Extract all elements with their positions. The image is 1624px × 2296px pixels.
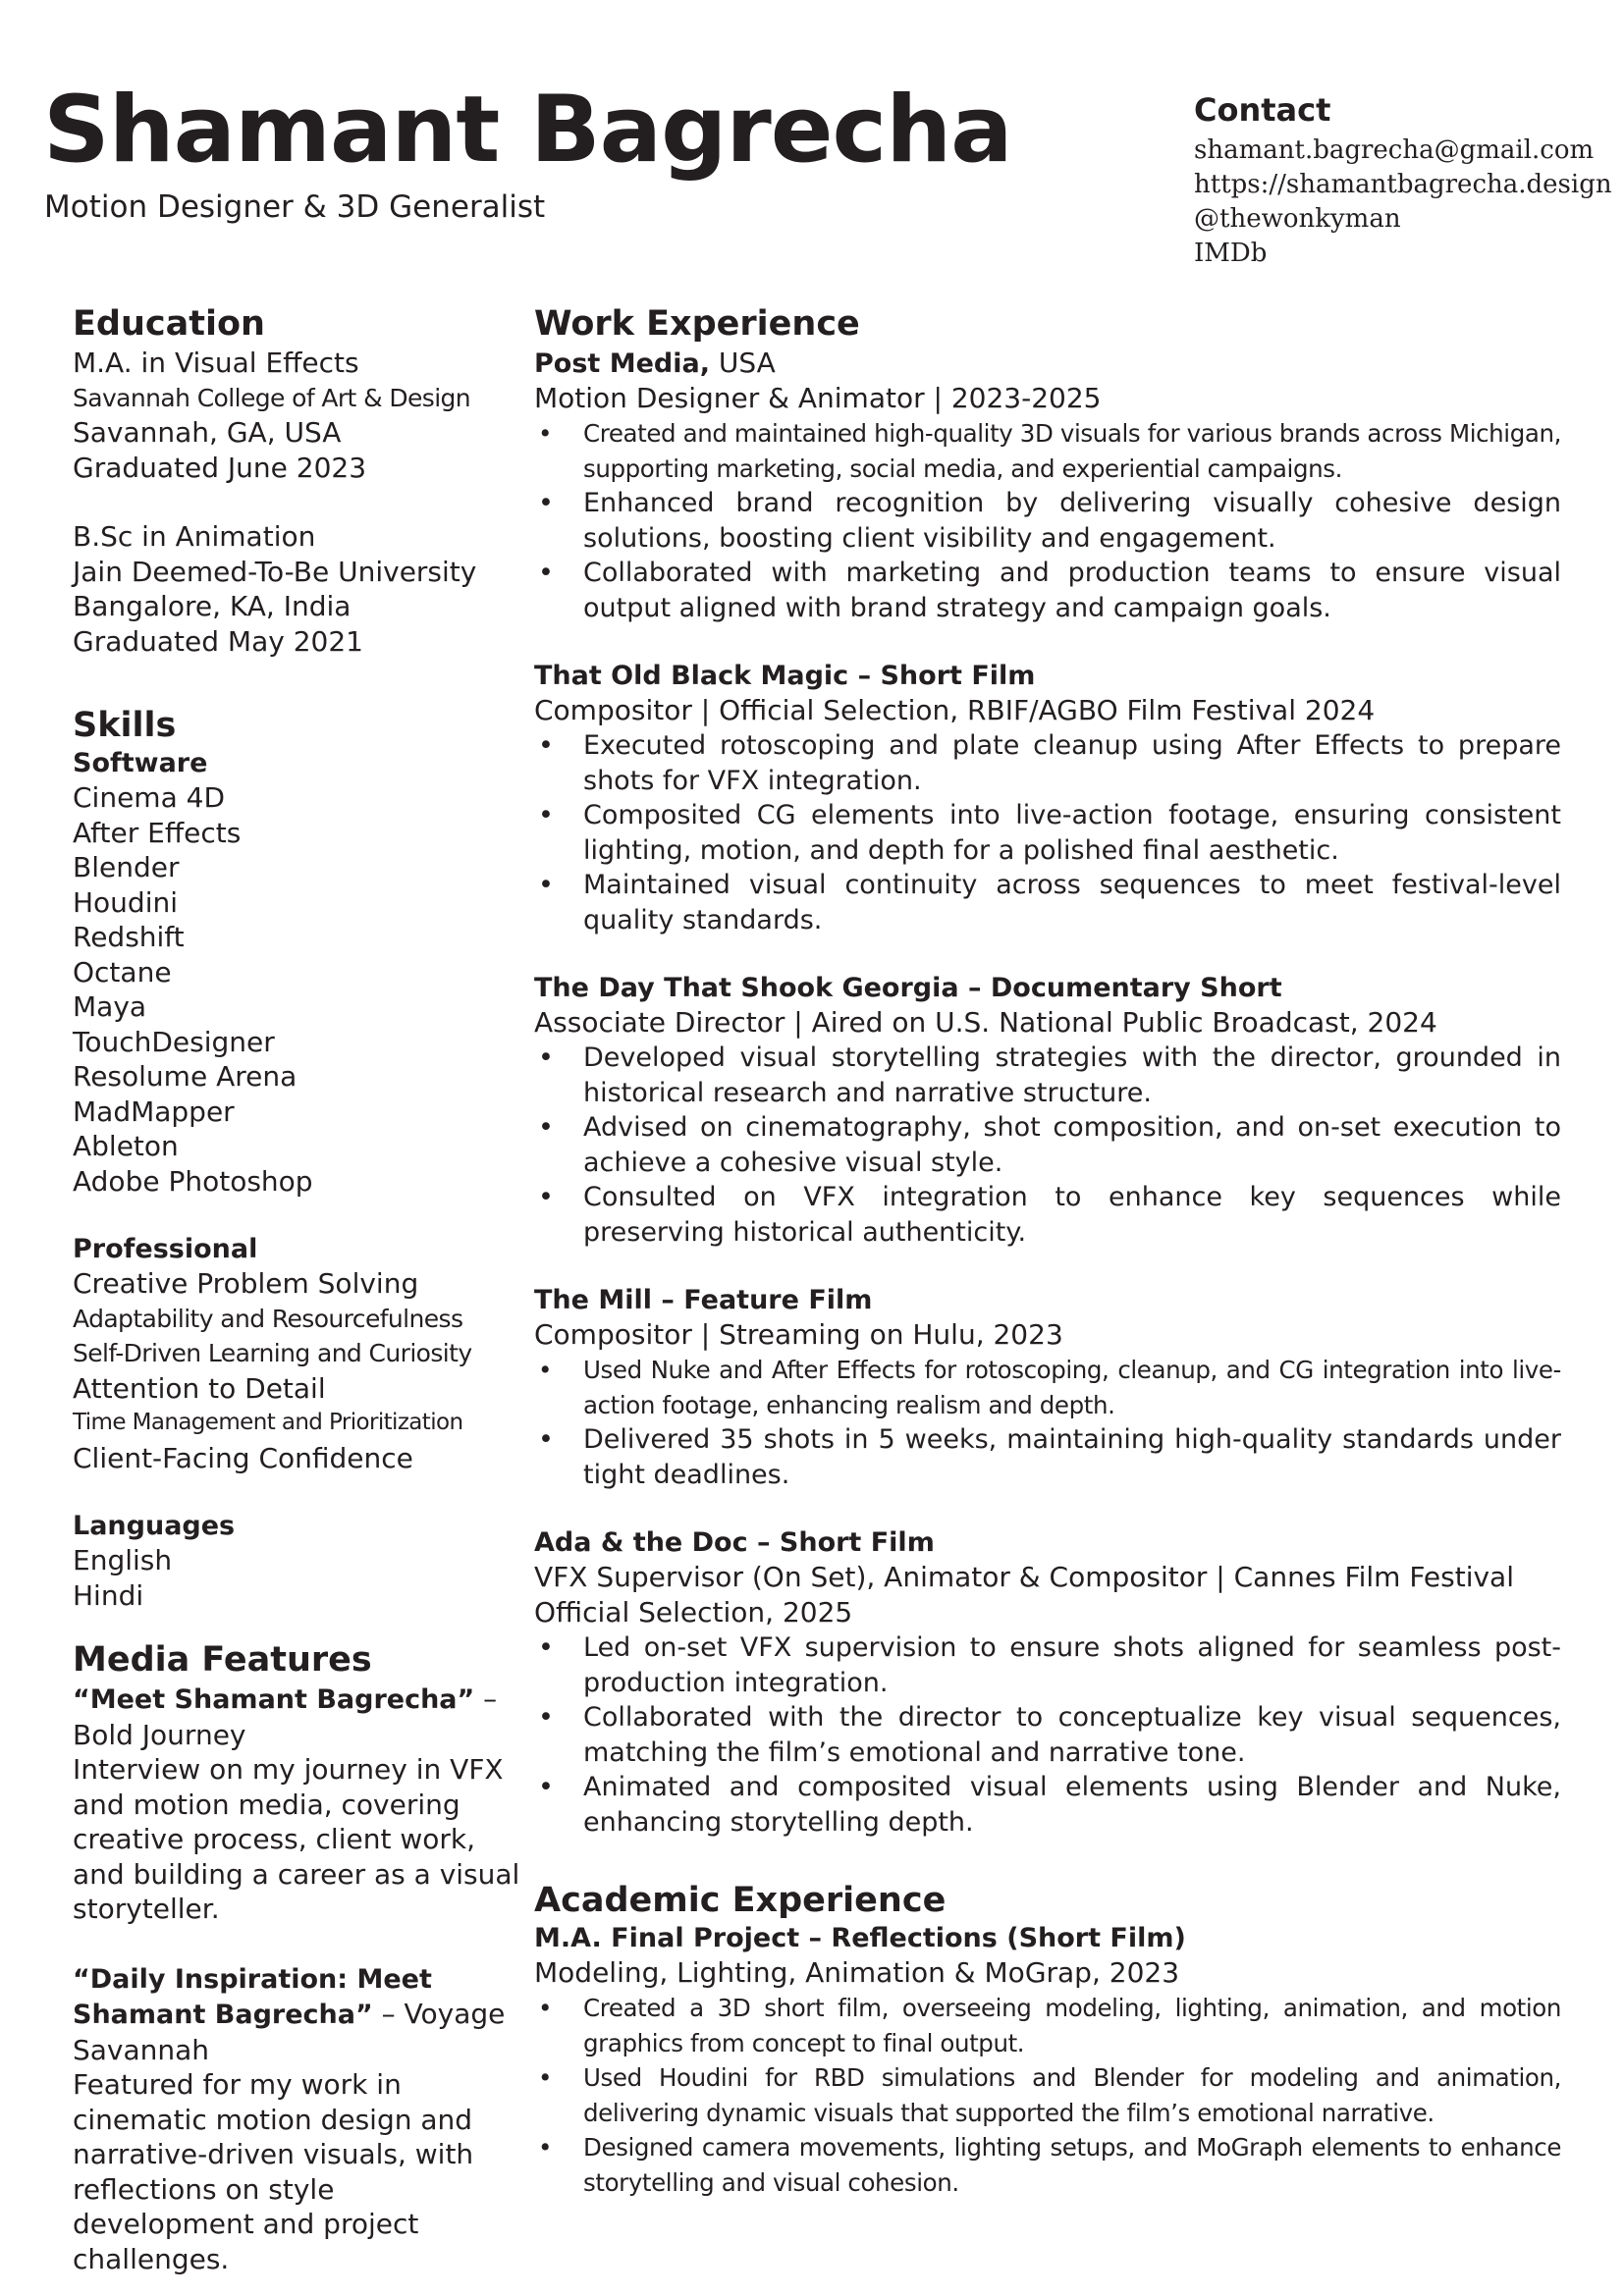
education-heading: Education xyxy=(73,304,265,344)
candidate-name: Shamant Bagrecha xyxy=(43,77,1012,184)
job-bullet: • Enhanced brand recognition by delivering visually cohesive design solutions, boosting client visibility and engagement. xyxy=(534,486,1561,556)
job-role: Associate Director | Aired on U.S. National Public Broadcast, 2024 xyxy=(534,1006,1437,1039)
skill-item: Blender xyxy=(73,851,180,883)
degree: B.Sc in Animation xyxy=(73,520,316,553)
project-role: Modeling, Lighting, Animation & MoGrap, 2023 xyxy=(534,1956,1180,1989)
skill-item: Self-Driven Learning and Curiosity xyxy=(73,1339,472,1367)
skill-item: Redshift xyxy=(73,921,185,953)
job-bullet: • Animated and composited visual elements using Blender and Nuke, enhancing storytelling depth. xyxy=(534,1770,1561,1840)
work-heading: Work Experience xyxy=(534,304,860,344)
job-title: Post Media, xyxy=(534,348,710,379)
project-bullet: • Used Houdini for RBD simulations and Blender for modeling and animation, delivering dynamic visuals that supported the film’s emotional narrative. xyxy=(534,2060,1561,2130)
job-bullet: • Consulted on VFX integration to enhance key sequences while preserving historical authenticity. xyxy=(534,1180,1561,1250)
media-source: – Bold Journey xyxy=(73,1682,498,1751)
software-heading: Software xyxy=(73,748,208,778)
skill-item: Octane xyxy=(73,955,172,988)
contact-email[interactable]: shamant.bagrecha@gmail.com xyxy=(1194,135,1595,165)
skill-item: Adaptability and Resourcefulness xyxy=(73,1304,463,1333)
job-bullet: • Led on-set VFX supervision to ensure shots aligned for seamless post-production integration. xyxy=(534,1630,1561,1700)
contact-website[interactable]: https://shamantbagrecha.design xyxy=(1194,170,1612,199)
media-heading: Media Features xyxy=(73,1640,372,1680)
contact-handle[interactable]: @thewonkyman xyxy=(1194,204,1401,234)
graduation-date: Graduated May 2021 xyxy=(73,624,363,658)
job-title: The Day That Shook Georgia – Documentary Short xyxy=(534,973,1282,1003)
skill-item: Adobe Photoshop xyxy=(73,1164,313,1198)
education-entry xyxy=(73,346,524,485)
media-title[interactable]: “Daily Inspiration: Meet Shamant Bagrecha” xyxy=(73,1963,432,2030)
job-title: That Old Black Magic – Short Film xyxy=(534,661,1036,691)
media-item xyxy=(73,1682,524,1927)
job-entry xyxy=(534,972,1561,1250)
school: Jain Deemed-To-Be University xyxy=(73,555,477,588)
skill-item: MadMapper xyxy=(73,1095,235,1128)
language-item: English xyxy=(73,1544,173,1576)
skill-item: Creative Problem Solving xyxy=(73,1267,419,1300)
school-location: Bangalore, KA, India xyxy=(73,590,352,622)
professional-heading: Professional xyxy=(73,1234,258,1264)
media-item xyxy=(73,1961,524,2277)
language-item: Hindi xyxy=(73,1578,144,1612)
media-title[interactable]: “Meet Shamant Bagrecha” xyxy=(73,1684,475,1715)
job-bullet: • Used Nuke and After Effects for rotoscoping, cleanup, and CG integration into live-action footage, enhancing realism and depth. xyxy=(534,1353,1561,1422)
job-title: The Mill – Feature Film xyxy=(534,1285,873,1315)
job-bullet: • Maintained visual continuity across sequences to meet festival-level quality standards. xyxy=(534,868,1561,937)
job-role: Compositor | Streaming on Hulu, 2023 xyxy=(534,1318,1063,1351)
software-list xyxy=(73,780,524,1199)
job-bullet: • Collaborated with marketing and production teams to ensure visual output aligned with brand strategy and campaign goals. xyxy=(534,556,1561,625)
candidate-title: Motion Designer & 3D Generalist xyxy=(44,189,546,225)
skill-item: TouchDesigner xyxy=(73,1025,275,1058)
job-title: Ada & the Doc – Short Film xyxy=(534,1527,935,1558)
job-bullet: • Composited CG elements into live-action footage, ensuring consistent lighting, motion, and depth for a polished final aesthetic. xyxy=(534,798,1561,868)
job-entry xyxy=(534,1526,1561,1840)
job-role: Compositor | Official Selection, RBIF/AGBO Film Festival 2024 xyxy=(534,694,1376,726)
job-bullet: • Advised on cinematography, shot composition, and on-set execution to achieve a cohesive visual style. xyxy=(534,1110,1561,1180)
job-location: USA xyxy=(709,347,776,379)
professional-list xyxy=(73,1266,524,1475)
job-entry xyxy=(534,346,1561,625)
school-location: Savannah, GA, USA xyxy=(73,416,342,449)
media-description: Featured for my work in cinematic motion design and narrative-driven visuals, with reflections on style development and project challenges. xyxy=(73,2068,474,2275)
skill-item: Attention to Detail xyxy=(73,1371,326,1405)
right-column xyxy=(534,302,1561,2200)
job-role: VFX Supervisor (On Set), Animator & Compositor | Cannes Film Festival Official Selection, 2025 xyxy=(534,1561,1514,1629)
media-description: Interview on my journey in VFX and motion media, covering creative process, client work, and building a career as a visual storyteller. xyxy=(73,1753,520,1925)
media-source: – Voyage Savannah xyxy=(73,1998,506,2066)
academic-entry xyxy=(534,1922,1561,2200)
skill-item: After Effects xyxy=(73,816,242,849)
project-title: M.A. Final Project – Reflections (Short Film) xyxy=(534,1923,1186,1953)
contact-block xyxy=(1194,91,1612,271)
job-bullet: • Executed rotoscoping and plate cleanup using After Effects to prepare shots for VFX integration. xyxy=(534,728,1561,798)
academic-heading: Academic Experience xyxy=(534,1881,947,1920)
skill-item: Maya xyxy=(73,990,147,1023)
skill-item: Resolume Arena xyxy=(73,1060,298,1093)
skill-item: Client-Facing Confidence xyxy=(73,1441,413,1474)
left-column xyxy=(73,302,524,2276)
education-entry xyxy=(73,519,524,659)
skill-item: Cinema 4D xyxy=(73,781,226,814)
job-bullet: • Developed visual storytelling strategies with the director, grounded in historical research and narrative structure. xyxy=(534,1041,1561,1110)
job-entry xyxy=(534,660,1561,937)
contact-heading: Contact xyxy=(1194,91,1331,129)
skill-item: Ableton xyxy=(73,1130,179,1162)
skill-item: Time Management and Prioritization xyxy=(73,1410,463,1435)
languages-heading: Languages xyxy=(73,1511,236,1541)
graduation-date: Graduated June 2023 xyxy=(73,451,367,484)
skill-item: Houdini xyxy=(73,885,179,919)
degree: M.A. in Visual Effects xyxy=(73,347,359,379)
project-bullet: • Designed camera movements, lighting setups, and MoGraph elements to enhance storytelling and visual cohesion. xyxy=(534,2130,1561,2200)
job-role: Motion Designer & Animator | 2023-2025 xyxy=(534,382,1102,414)
job-bullet: • Created and maintained high-quality 3D visuals for various brands across Michigan, supporting marketing, social media, and experiential campaigns. xyxy=(534,416,1561,486)
skills-heading: Skills xyxy=(73,706,177,745)
contact-imdb-link[interactable]: IMDb xyxy=(1194,239,1268,268)
project-bullet: • Created a 3D short film, overseeing modeling, lighting, animation, and motion graphics from concept to final output. xyxy=(534,1991,1561,2060)
school: Savannah College of Art & Design xyxy=(73,383,471,412)
job-bullet: • Collaborated with the director to conceptualize key visual sequences, matching the film’s emotional and narrative tone. xyxy=(534,1700,1561,1770)
job-bullet: • Delivered 35 shots in 5 weeks, maintaining high-quality standards under tight deadlines. xyxy=(534,1422,1561,1492)
job-entry xyxy=(534,1284,1561,1492)
